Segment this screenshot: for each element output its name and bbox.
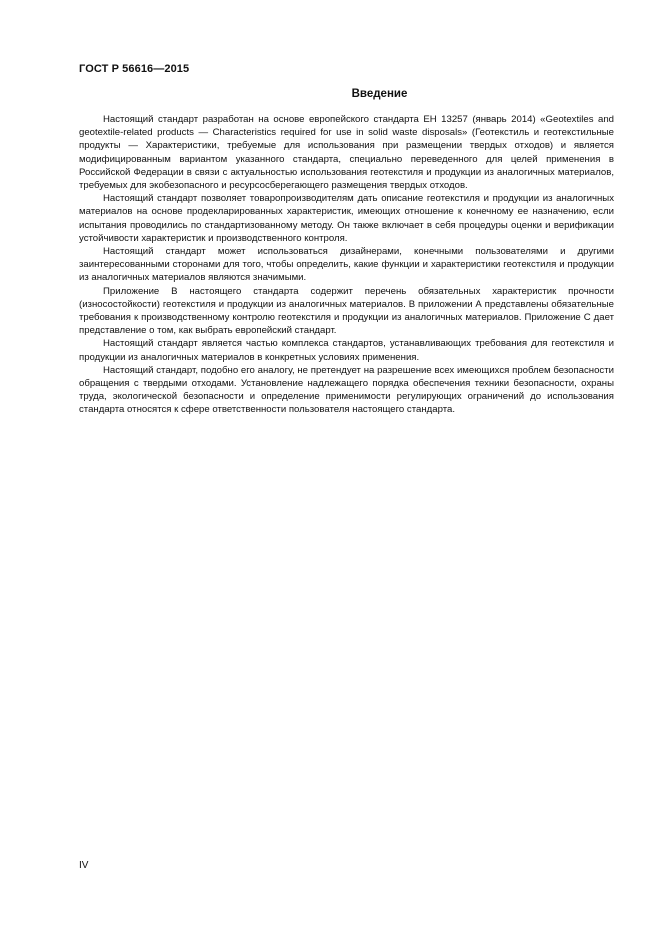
- paragraph-annexes: Приложение В настоящего стандарта содержит перечень обязательных характеристик прочности (износостойкости) геотекстиля и продукции из аналогичных материалов. В приложении А представлены обязательные требования к производственному контролю геотекстиля и продукции из аналогичных материалов. Приложение С дает представление о том, как выбрать европейский стандарт.: [79, 285, 614, 337]
- section-title: Введение: [351, 88, 408, 100]
- paragraph-users: Настоящий стандарт может использоваться дизайнерами, конечными пользователями и другими заинтересованными сторонами для того, чтобы определить, какие функции и характеристики геотекстиля и продукции из аналогичных материалов являются значимыми.: [79, 246, 614, 284]
- introduction-body: [79, 113, 614, 417]
- paragraph-basis: Настоящий стандарт разработан на основе европейского стандарта ЕН 13257 (январь 2014) «Geotextiles and geotextile-related products — Characteristics required for use in solid waste disposals» (Геотекстиль и геотекстильные продукты — Характеристики, требуемые для использования при размещении твердых отходов) и является модифицированным вариантом указанного стандарта, специально переведенного для целей применения в Российской Федерации в связи с актуальностью использования геотекстиля и продукции из аналогичных материалов, требуемых для экобезопасного и ресурсосберегающего размещения твердых отходов.: [79, 114, 614, 192]
- page-number: IV: [79, 860, 89, 871]
- paragraph-purpose: Настоящий стандарт позволяет товаропроизводителям дать описание геотекстиля и продукции из аналогичных материалов на основе продекларированных характеристик, имеющих отношение к конечному ее назначению, если испытания проводились по стандартизованному методу. Он также включает в себя процедуры оценки и верификации устойчивости характеристик и производственного контроля.: [79, 193, 614, 244]
- document-code-header: ГОСТ Р 56616—2015: [79, 63, 190, 75]
- paragraph-series: Настоящий стандарт является частью комплекса стандартов, устанавливающих требования для геотекстиля и продукции из аналогичных материалов в конкретных условиях применения.: [79, 338, 614, 363]
- paragraph-safety: Настоящий стандарт, подобно его аналогу, не претендует на разрешение всех имеющихся проблем безопасности обращения с твердыми отходами. Установление надлежащего порядка обеспечения техники безопасности, охраны труда, экологической безопасности и определение применимости регулирующих ограничений до использования стандарта относятся к сфере ответственности пользователя настоящего стандарта.: [79, 364, 614, 416]
